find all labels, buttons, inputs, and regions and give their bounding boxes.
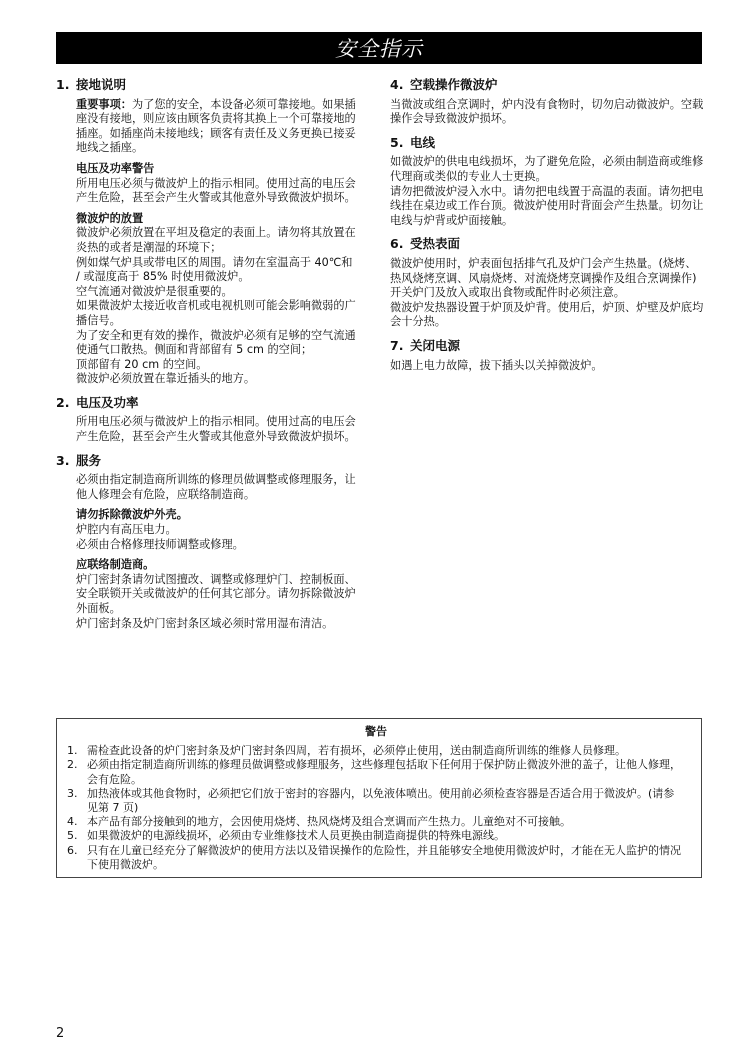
- section-service: [56, 454, 356, 632]
- section-empty-operation: [390, 78, 705, 127]
- section-power-cord: [390, 136, 705, 229]
- section-text: 所用电压必须与微波炉上的指示相同。使用过高的电压会产生危险，甚至会产生火警或其他意外导致微波炉损坏。: [76, 415, 356, 444]
- subsection-voltage-warning: [76, 162, 356, 206]
- section-number: 7.: [390, 337, 404, 353]
- subsection-text: 微波炉必须放置在平坦及稳定的表面上。请勿将其放置在炎热的或者是潮湿的环境下； 例如煤气炉具或带电区的周围。请勿在室温高于 40℃和 / 或湿度高于 85% 时使用微波炉。 空气流通对微波炉是很重要的。 如果微波炉太接近收音机或电视机则可能会影响微弱的广播信号。 为了安全和更有效的操作，微波炉必须有足够的空气流通使通气口散热。侧面和背部留有 5 cm 的空间； 顶部留有 20 cm 的空间。 微波炉必须放置在靠近插头的地方。: [76, 226, 356, 386]
- section-title: 受热表面: [410, 236, 461, 252]
- page-title-bar: [56, 32, 702, 64]
- warning-item-text: 需检查此设备的炉门密封条及炉门密封条四周，若有损坏，必须停止使用，送由制造商所训练的维修人员修理。: [87, 744, 626, 758]
- subsection-heading: 应联络制造商。: [76, 558, 155, 572]
- page-title: 安全指示: [335, 37, 423, 61]
- warning-item-text: 只有在儿童已经充分了解微波炉的使用方法以及错误操作的危险性，并且能够安全地使用微波炉时，才能在无人监护的情况下使用微波炉。: [87, 843, 681, 871]
- section-title: 接地说明: [76, 77, 127, 92]
- warning-item-text: 必须由指定制造商所训练的修理员做调整或修理服务，这些修理包括取下任何用于保护防止微波外泄的盖子，让他人修理，会有危险。: [87, 758, 681, 786]
- section-heading: [390, 237, 705, 252]
- warning-item-number: 3.: [67, 786, 78, 800]
- warning-list: [67, 744, 685, 872]
- section-title: 空载操作微波炉: [410, 77, 498, 92]
- subsection-important: [76, 98, 356, 156]
- warning-item: [67, 815, 685, 829]
- subsection-heading: 电压及功率警告: [76, 161, 155, 175]
- section-text: 当微波或组合烹调时，炉内没有食物时，切勿启动微波炉。空载操作会导致微波炉损坏。: [390, 97, 704, 126]
- subsection-text: 炉腔内有高压电力。 必须由合格修理技师调整或修理。: [76, 523, 244, 551]
- warning-item: [67, 758, 685, 786]
- section-heading: [390, 339, 705, 354]
- section-number: 3.: [56, 452, 70, 468]
- subsection-heading: 请勿拆除微波炉外壳。: [76, 508, 188, 522]
- warning-item-number: 4.: [67, 815, 78, 829]
- subsection-casing: [76, 508, 356, 552]
- section-heading: [390, 136, 705, 151]
- subsection-text: 为了您的安全，本设备必须可靠接地。如果插座没有接地，则应该由顾客负责将其换上一个可靠接地的插座。如插座尚未接地线；顾客有责任及义务更换已接妥地线之插座。: [76, 97, 356, 155]
- page-number: 2: [56, 1026, 65, 1041]
- section-text: 如遇上电力故障，拔下插头以关掉微波炉。: [390, 358, 603, 372]
- section-title: 电线: [410, 134, 436, 150]
- section-number: 4.: [390, 77, 404, 92]
- warning-box: [56, 718, 702, 878]
- section-heading: [390, 78, 705, 93]
- section-number: 1.: [56, 77, 70, 92]
- warning-item-text: 加热液体或其他食物时，必须把它们放于密封的容器内，以免液体喷出。使用前必须检查容器是否适合用于微波炉。(请参见第 7 页): [87, 786, 675, 815]
- section-voltage: [56, 396, 356, 445]
- section-heading: [56, 454, 356, 469]
- subsection-text: 所用电压必须与微波炉上的指示相同。使用过高的电压会产生危险，甚至会产生火警或其他意外导致微波炉损坏。: [76, 176, 356, 205]
- warning-item: [67, 829, 685, 843]
- subsection-contact-manufacturer: [76, 558, 356, 631]
- right-column: [390, 78, 705, 382]
- subsection-text: 炉门密封条请勿试图擅改、调整或修理炉门、控制板面、安全联锁开关或微波炉的任何其它部分。请勿拆除微波炉外面板。 炉门密封条及炉门密封条区域必须时常用湿布清洁。: [76, 572, 356, 630]
- warning-item: [67, 744, 685, 758]
- subsection-heading: 重要事项：: [76, 97, 132, 111]
- section-text: 微波炉使用时，炉表面包括排气孔及炉门会产生热量。(烧烤、热风烧烤烹调、风扇烧烤、对流烧烤烹调操作及组合烹调操作) 开关炉门及放入或取出食物或配件时必须注意。 微波炉发热器设置于炉顶及炉背。使用后，炉顶、炉壁及炉底均会十分热。: [390, 256, 704, 329]
- section-grounding: [56, 78, 356, 387]
- section-number: 2.: [56, 394, 70, 410]
- section-hot-surfaces: [390, 237, 705, 330]
- section-title: 服务: [76, 452, 102, 468]
- subsection-heading: 微波炉的放置: [76, 211, 144, 225]
- warning-item: [67, 844, 685, 872]
- subsection-service-text: [76, 473, 356, 502]
- left-column: [56, 78, 356, 640]
- subsection-placement: [76, 212, 356, 387]
- section-heading: [56, 396, 356, 411]
- section-text: 如微波炉的供电电线损坏，为了避免危险，必须由制造商或维修代理商或类似的专业人士更换。 请勿把微波炉浸入水中。请勿把电线置于高温的表面。请勿把电线挂在桌边或工作台顶。微波炉使用时背面会产生热量。切勿让电线与炉背或炉面接触。: [390, 155, 704, 227]
- subsection-text: 必须由指定制造商所训练的修理员做调整或修理服务，让他人修理会有危险，应联络制造商。: [76, 473, 356, 501]
- warning-item-text: 如果微波炉的电源线损坏，必须由专业维修技术人员更换由制造商提供的特殊电源线。: [87, 829, 505, 843]
- section-power-off: [390, 339, 705, 373]
- warning-item-number: 2.: [67, 758, 78, 772]
- section-heading: [56, 78, 356, 93]
- section-number: 6.: [390, 236, 404, 252]
- section-number: 5.: [390, 134, 404, 150]
- warning-item-text: 本产品有部分接触到的地方，会因使用烧烤、热风烧烤及组合烹调而产生热力。儿童绝对不可接触。: [87, 815, 571, 829]
- warning-item-number: 6.: [67, 843, 78, 857]
- warning-title: 警告: [365, 725, 387, 738]
- warning-item: [67, 787, 685, 815]
- warning-item-number: 5.: [67, 829, 78, 843]
- section-title: 电压及功率: [76, 394, 139, 410]
- section-title: 关闭电源: [410, 337, 461, 353]
- warning-item-number: 1.: [67, 744, 78, 758]
